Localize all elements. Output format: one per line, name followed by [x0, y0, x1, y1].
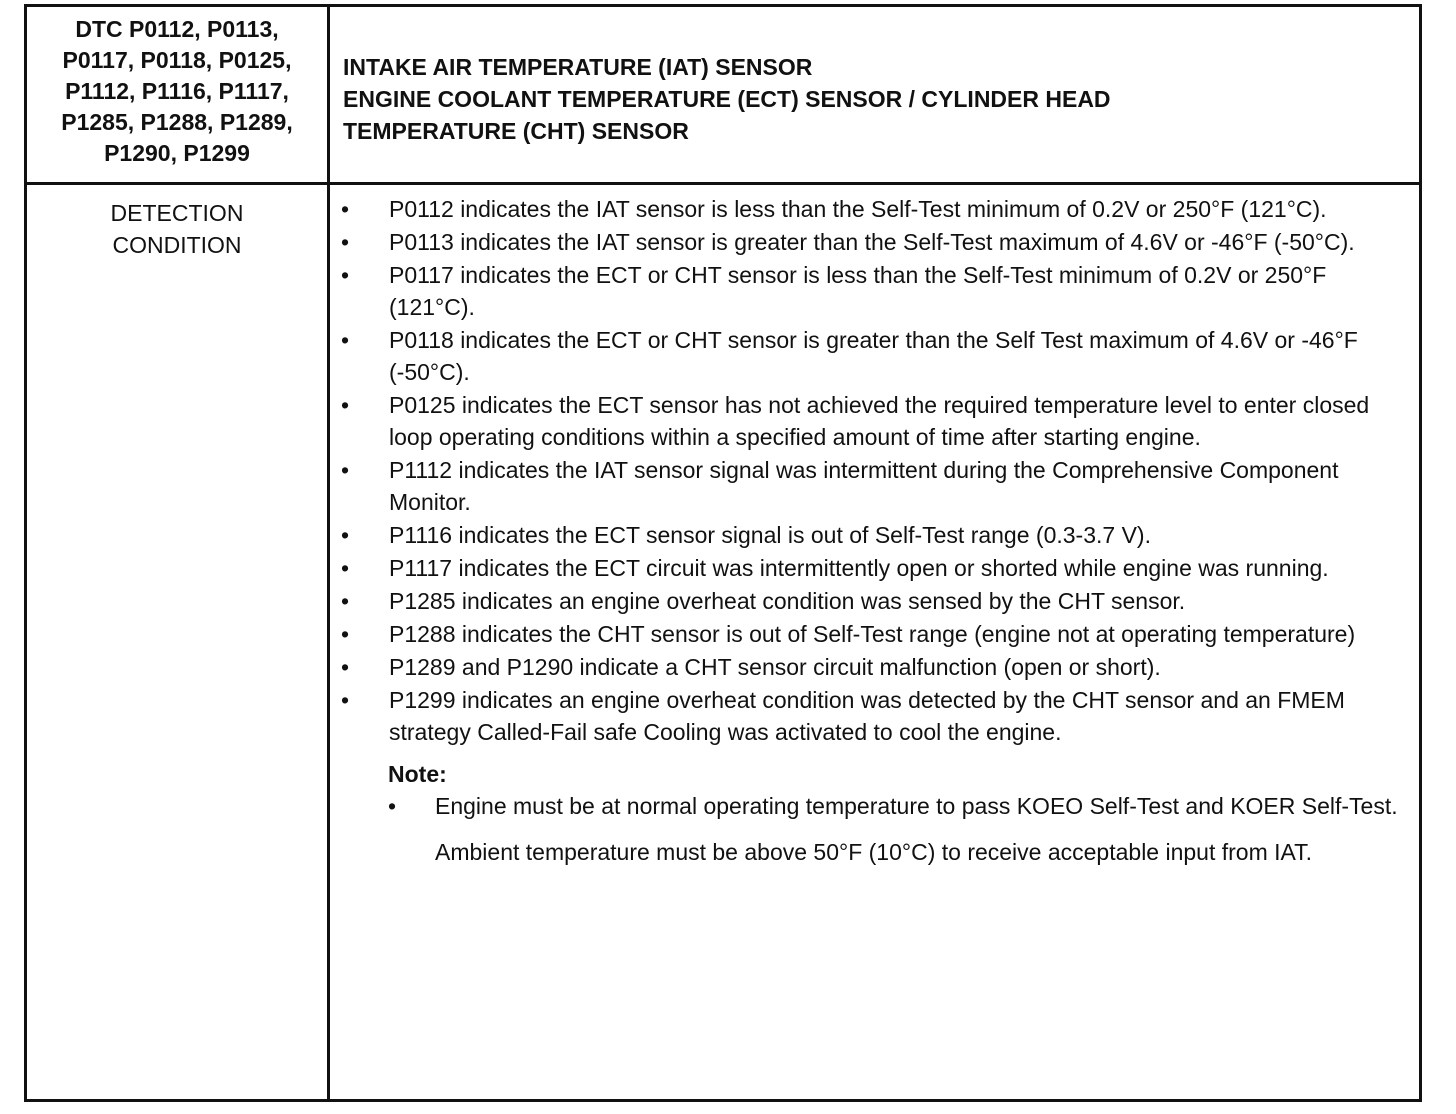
bullet-icon: • [341, 327, 350, 353]
condition-item [331, 552, 1411, 584]
condition-item [331, 454, 1411, 518]
bullet-icon: • [341, 621, 350, 647]
dtc-codes-line: P1112, P1116, P1117, [65, 78, 289, 104]
section-label-line: CONDITION [112, 232, 242, 258]
condition-text: P0118 indicates the ECT or CHT sensor is greater than the Self Test maximum of 4.6V or -46°F (-50°C). [389, 327, 1358, 385]
bullet-icon: • [341, 522, 350, 548]
condition-text: P1116 indicates the ECT sensor signal is out of Self-Test range (0.3-3.7 V). [389, 522, 1151, 548]
condition-text: P0112 indicates the IAT sensor is less than the Self-Test minimum of 0.2V or 250°F (121°C). [389, 196, 1327, 222]
condition-text: P0125 indicates the ECT sensor has not achieved the required temperature level to enter closed loop operating conditions within a specified amount of time after starting engine. [389, 392, 1370, 450]
bullet-icon: • [341, 262, 350, 288]
detection-condition-content [331, 193, 1411, 868]
condition-text: P1117 indicates the ECT circuit was intermittently open or shorted while engine was running. [389, 555, 1329, 581]
bullet-icon: • [388, 793, 397, 819]
bullet-icon: • [341, 229, 350, 255]
dtc-codes-line: P1290, P1299 [104, 140, 250, 166]
sensor-title-line: ENGINE COOLANT TEMPERATURE (ECT) SENSOR / CYLINDER HEAD [343, 86, 1111, 112]
condition-text: P1289 and P1290 indicate a CHT sensor circuit malfunction (open or short). [389, 654, 1161, 680]
condition-item [331, 193, 1411, 225]
dtc-codes-cell [27, 7, 327, 182]
note-heading: Note: [388, 761, 447, 787]
column-divider [327, 7, 330, 1099]
dtc-codes-line: P0117, P0118, P0125, [62, 47, 292, 73]
bullet-icon: • [341, 457, 350, 483]
condition-item [331, 519, 1411, 551]
row-divider [27, 182, 1419, 185]
condition-item [331, 618, 1411, 650]
detection-condition-label [27, 197, 327, 261]
bullet-icon: • [341, 196, 350, 222]
bullet-icon: • [341, 392, 350, 418]
sensor-title [343, 51, 1403, 147]
condition-item [331, 684, 1411, 748]
dtc-codes-line: DTC P0112, P0113, [75, 16, 279, 42]
bullet-icon: • [341, 654, 350, 680]
condition-item [331, 585, 1411, 617]
condition-text: P1285 indicates an engine overheat condition was sensed by the CHT sensor. [389, 588, 1186, 614]
condition-text: P0117 indicates the ECT or CHT sensor is less than the Self-Test minimum of 0.2V or 250°F (121°C). [389, 262, 1327, 320]
condition-item [331, 389, 1411, 453]
bullet-icon: • [341, 588, 350, 614]
note-item [388, 790, 1411, 822]
sensor-title-line: TEMPERATURE (CHT) SENSOR [343, 118, 689, 144]
condition-item [331, 324, 1411, 388]
dtc-codes-line: P1285, P1288, P1289, [61, 109, 293, 135]
sensor-title-line: INTAKE AIR TEMPERATURE (IAT) SENSOR [343, 54, 813, 80]
condition-text: P0113 indicates the IAT sensor is greater than the Self-Test maximum of 4.6V or -46°F (-50°C). [389, 229, 1355, 255]
condition-text: P1299 indicates an engine overheat condition was detected by the CHT sensor and an FMEM strategy Called-Fail safe Cooling was activated to cool the engine. [389, 687, 1345, 745]
note-paragraph: Ambient temperature must be above 50°F (10°C) to receive acceptable input from IAT. [435, 839, 1313, 865]
bullet-icon: • [341, 687, 350, 713]
condition-item [331, 226, 1411, 258]
bullet-icon: • [341, 555, 350, 581]
condition-text: P1288 indicates the CHT sensor is out of Self-Test range (engine not at operating temperature) [389, 621, 1356, 647]
note-text: Engine must be at normal operating temperature to pass KOEO Self-Test and KOER Self-Test. [435, 793, 1398, 819]
condition-item [331, 651, 1411, 683]
section-label-line: DETECTION [110, 200, 244, 226]
note-block [331, 758, 1411, 868]
condition-text: P1112 indicates the IAT sensor signal was intermittent during the Comprehensive Component Monitor. [389, 457, 1339, 515]
dtc-table [24, 4, 1422, 1102]
condition-item [331, 259, 1411, 323]
